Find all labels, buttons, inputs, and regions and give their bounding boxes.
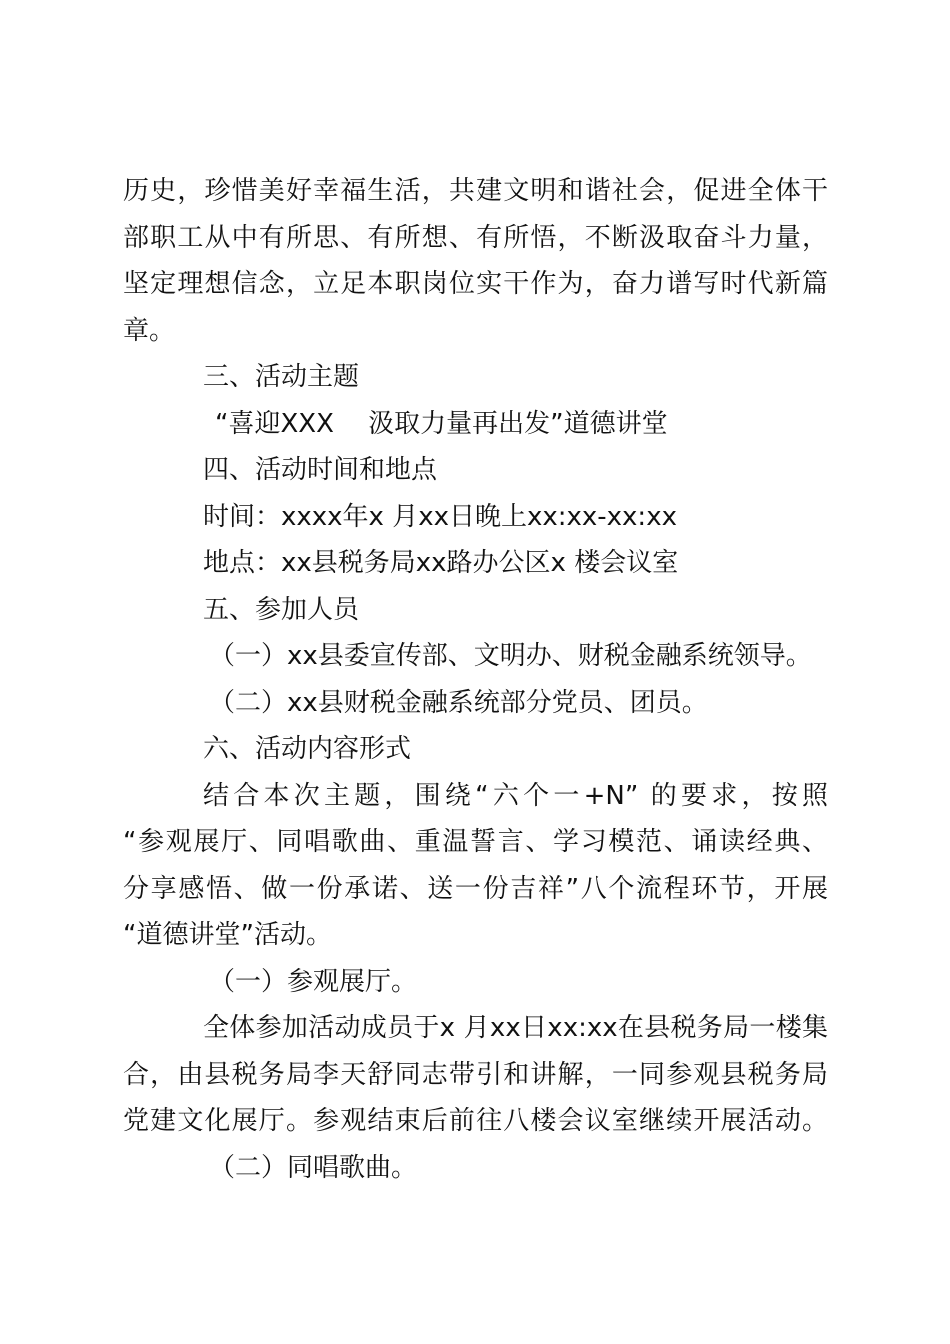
section-heading-theme: 三、活动主题 xyxy=(203,362,360,392)
paragraph-line: 部职工从中有所思、有所想、有所悟，不断汲取奋斗力量， xyxy=(123,222,828,253)
paragraph-line: “参观展厅、同唱歌曲、重温誓言、学习模范、诵读经典、 xyxy=(123,827,828,857)
activity-theme: “喜迎XXX 汲取力量再出发”道德讲堂 xyxy=(215,408,668,439)
paragraph-line: 结合本次主题，围绕“六个一+N” 的要求，按照 xyxy=(203,780,828,811)
paragraph-line: 章。 xyxy=(123,315,176,346)
paragraph-line: 分享感悟、做一份承诺、送一份吉祥”八个流程环节，开展 xyxy=(123,873,828,904)
paragraph-line: 坚定理想信念，立足本职岗位实干作为，奋力谱写时代新篇 xyxy=(123,269,828,299)
participant-item: （一）xx县委宣传部、文明办、财税金融系统领导。 xyxy=(209,641,812,671)
paragraph-line: 党建文化展厅。参观结束后前往八楼会议室继续开展活动。 xyxy=(123,1106,828,1136)
paragraph-line: 全体参加活动成员于x 月xx日xx:xx在县税务局一楼集 xyxy=(203,1013,828,1043)
paragraph-line: “道德讲堂”活动。 xyxy=(123,920,332,950)
participant-item: （二）xx县财税金融系统部分党员、团员。 xyxy=(209,687,708,718)
document-body xyxy=(123,168,828,1191)
section-heading-time-place: 四、活动时间和地点 xyxy=(203,455,438,485)
section-heading-participants: 五、参加人员 xyxy=(203,594,360,625)
paragraph-line: 历史，珍惜美好幸福生活，共建文明和谐社会，促进全体干 xyxy=(123,176,828,206)
section-heading-content: 六、活动内容形式 xyxy=(203,734,412,764)
subsection-heading: （二）同唱歌曲。 xyxy=(209,1152,418,1183)
activity-location: 地点：xx县税务局xx路办公区x 楼会议室 xyxy=(203,548,679,578)
activity-time: 时间：xxxx年x 月xx日晚上xx:xx-xx:xx xyxy=(203,501,677,532)
subsection-heading: （一）参观展厅。 xyxy=(209,966,418,997)
paragraph-line: 合，由县税务局李天舒同志带引和讲解，一同参观县税务局 xyxy=(123,1059,828,1090)
